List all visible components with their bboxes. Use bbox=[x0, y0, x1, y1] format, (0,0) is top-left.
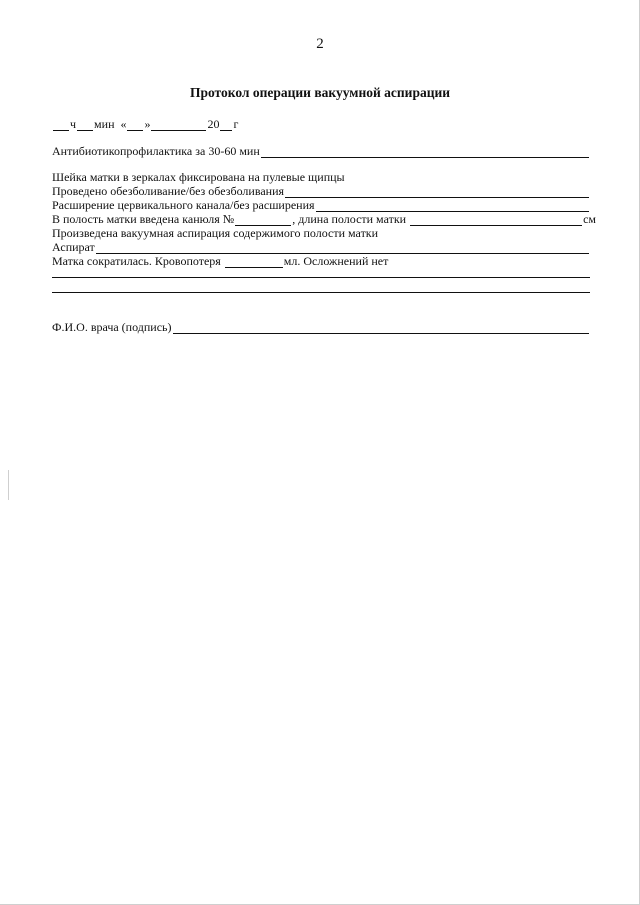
anesthesia-line bbox=[52, 184, 590, 198]
page-number: 2 bbox=[316, 36, 324, 52]
quote-open: « bbox=[120, 117, 127, 131]
uterus-label: Матка сократилась. Кровопотеря bbox=[52, 254, 221, 268]
hours-field[interactable] bbox=[53, 119, 69, 131]
doctor-signature-field[interactable] bbox=[173, 322, 589, 334]
quote-close: » bbox=[144, 117, 151, 131]
blood-loss-unit: мл. Осложнений нет bbox=[283, 254, 389, 268]
cervix-line bbox=[52, 170, 345, 184]
notes-line-1[interactable] bbox=[52, 277, 590, 278]
document-title: Протокол операции вакуумной аспирации bbox=[189, 85, 451, 100]
year-field[interactable] bbox=[220, 119, 232, 131]
anesthesia-label: Проведено обезболивание/без обезболивания bbox=[52, 184, 285, 198]
year-prefix: 20 bbox=[207, 117, 220, 131]
cavity-length-unit: см bbox=[583, 212, 596, 226]
antibiotic-label: Антибиотикопрофилактика за 30-60 мин bbox=[52, 144, 260, 158]
notes-line-2[interactable] bbox=[52, 292, 590, 293]
doctor-line bbox=[52, 320, 590, 334]
hours-label: ч bbox=[70, 117, 77, 131]
minutes-field[interactable] bbox=[77, 119, 93, 131]
cannula-line bbox=[52, 212, 596, 226]
blood-loss-field[interactable] bbox=[225, 256, 283, 268]
aspirate-label: Аспират bbox=[52, 240, 95, 254]
day-field[interactable] bbox=[127, 119, 143, 131]
aspirate-line bbox=[52, 240, 590, 254]
month-field[interactable] bbox=[151, 119, 206, 131]
scan-edge-mark bbox=[8, 470, 9, 500]
cavity-length-field[interactable] bbox=[410, 214, 582, 226]
aspirate-field[interactable] bbox=[96, 242, 589, 254]
cannula-number-field[interactable] bbox=[235, 214, 291, 226]
dilation-line bbox=[52, 198, 590, 212]
aspiration-label: Произведена вакуумная аспирация содержимого полости матки bbox=[52, 226, 379, 240]
antibiotic-field[interactable] bbox=[261, 146, 589, 158]
anesthesia-field[interactable] bbox=[285, 186, 589, 198]
cervix-label: Шейка матки в зеркалах фиксирована на пулевые щипцы bbox=[52, 170, 345, 184]
cannula-label: В полость матки введена канюля № bbox=[52, 212, 235, 226]
uterus-line bbox=[52, 254, 388, 268]
year-suffix: г bbox=[233, 117, 239, 131]
minutes-label: мин bbox=[94, 117, 115, 131]
doctor-label: Ф.И.О. врача (подпись) bbox=[52, 320, 172, 334]
cavity-length-label: , длина полости матки bbox=[292, 212, 407, 226]
dilation-field[interactable] bbox=[316, 200, 589, 212]
datetime-line bbox=[52, 117, 238, 131]
aspiration-line bbox=[52, 226, 378, 240]
antibiotic-line bbox=[52, 144, 590, 158]
dilation-label: Расширение цервикального канала/без расширения bbox=[52, 198, 315, 212]
